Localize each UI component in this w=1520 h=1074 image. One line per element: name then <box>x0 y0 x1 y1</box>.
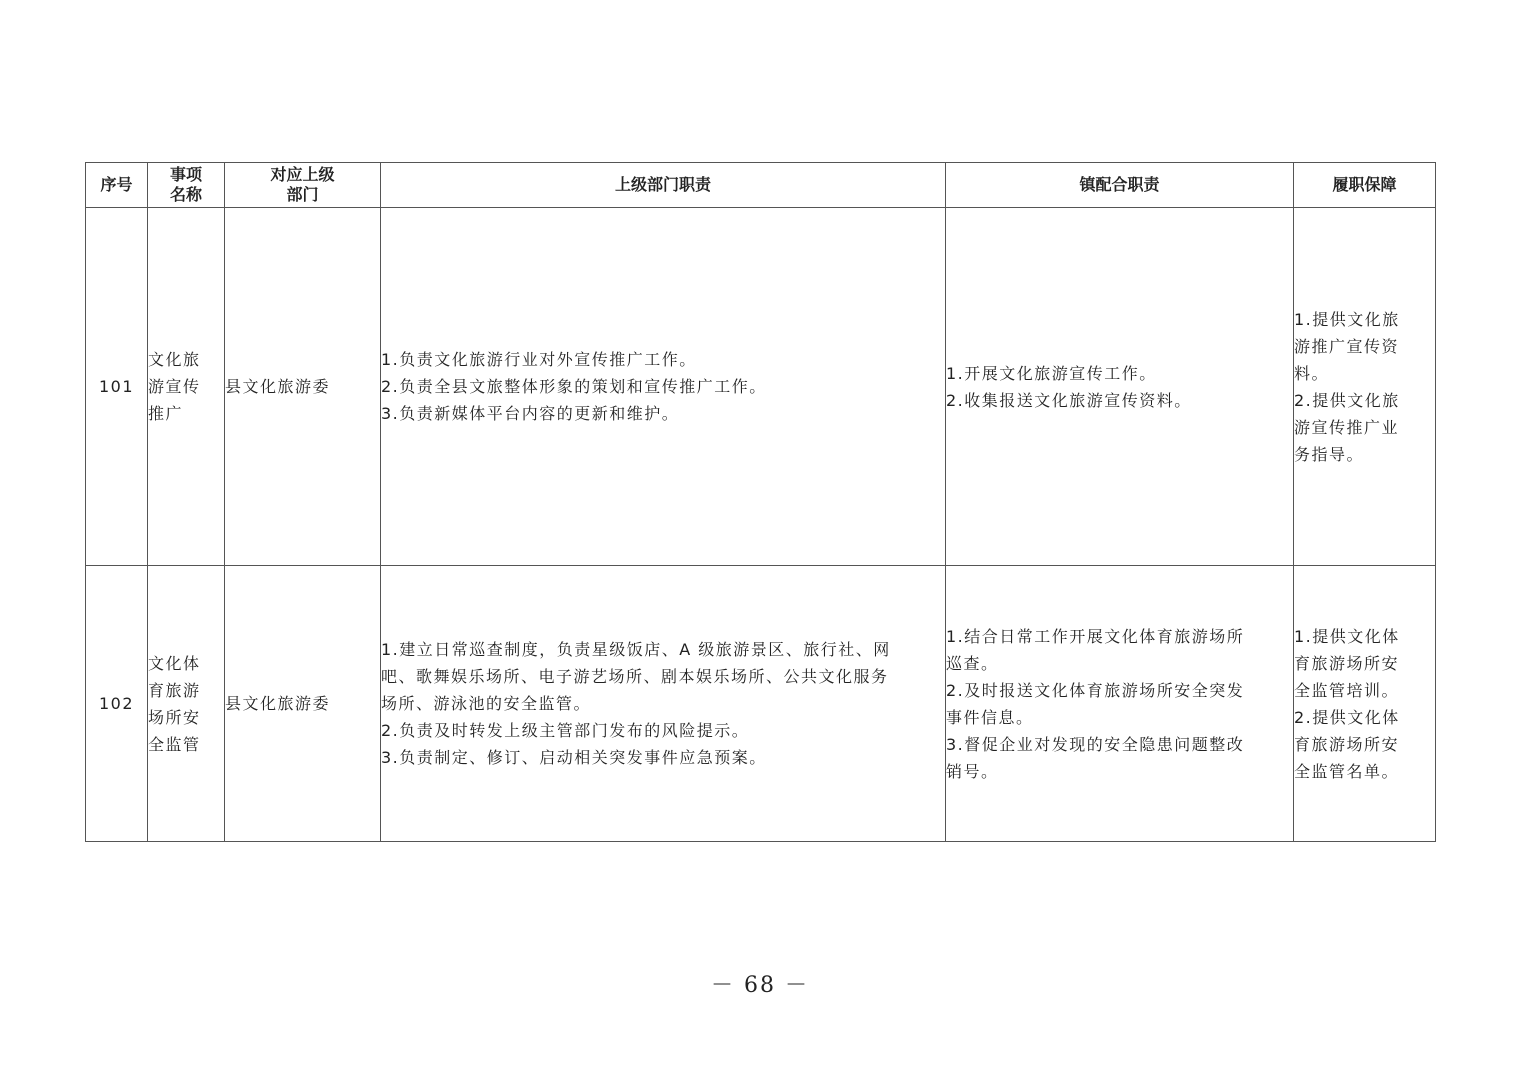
cell-guar-line: 1.提供文化体 <box>1294 626 1400 646</box>
header-dept-line: 部门 <box>286 185 319 204</box>
cell-guar-line: 料。 <box>1294 363 1330 383</box>
cell-dept-line: 县文化旅游委 <box>225 377 331 396</box>
header-item <box>148 163 225 208</box>
cell-guar-line: 游宣传推广业 <box>1294 417 1400 437</box>
cell-guar-line: 育旅游场所安 <box>1294 734 1400 754</box>
cell-town-line: 1.开展文化旅游宣传工作。 <box>946 363 1157 383</box>
cell-num: 101 <box>86 208 148 566</box>
cell-item-line: 文化体 <box>148 653 201 673</box>
header-town: 镇配合职责 <box>946 163 1294 208</box>
cell-guar-line: 1.提供文化旅 <box>1294 309 1400 329</box>
cell-item-line: 文化旅 <box>148 350 201 369</box>
cell-item-line: 全监管 <box>148 734 201 754</box>
duty-table <box>85 162 1436 842</box>
cell-guar-line: 全监管培训。 <box>1294 680 1400 700</box>
cell-item-line: 育旅游 <box>148 680 201 700</box>
table-row <box>86 208 1436 566</box>
cell-dept-line: 县文化旅游委 <box>225 694 331 713</box>
cell-item <box>148 208 225 566</box>
cell-town-line: 销号。 <box>946 761 999 781</box>
cell-town <box>946 208 1294 566</box>
cell-town-line: 2.及时报送文化体育旅游场所安全突发 <box>946 680 1245 700</box>
cell-duty <box>381 208 946 566</box>
cell-town <box>946 566 1294 842</box>
cell-guar-line: 务指导。 <box>1294 444 1365 464</box>
cell-duty-line: 1.负责文化旅游行业对外宣传推广工作。 <box>381 350 697 369</box>
cell-guar <box>1294 566 1436 842</box>
cell-guar-line: 游推广宣传资 <box>1294 336 1400 356</box>
cell-town-line: 巡查。 <box>946 653 999 673</box>
cell-duty-line: 吧、歌舞娱乐场所、电子游艺场所、剧本娱乐场所、公共文化服务 <box>381 667 889 686</box>
header-item-line: 事项 <box>169 165 202 184</box>
cell-dept <box>225 208 381 566</box>
header-dept <box>225 163 381 208</box>
cell-duty-line: 3.负责制定、修订、启动相关突发事件应急预案。 <box>381 748 767 767</box>
cell-town-line: 3.督促企业对发现的安全隐患问题整改 <box>946 734 1245 754</box>
cell-num: 102 <box>86 566 148 842</box>
cell-item <box>148 566 225 842</box>
cell-dept <box>225 566 381 842</box>
cell-guar-line: 2.提供文化旅 <box>1294 390 1400 410</box>
header-guar: 履职保障 <box>1294 163 1436 208</box>
cell-item-line: 推广 <box>148 404 184 423</box>
header-dept-line: 对应上级 <box>270 165 335 184</box>
cell-town-line: 1.结合日常工作开展文化体育旅游场所 <box>946 626 1245 646</box>
table-header-row <box>86 163 1436 208</box>
cell-guar-line: 全监管名单。 <box>1294 761 1400 781</box>
cell-town-line: 事件信息。 <box>946 707 1034 727</box>
cell-duty-line: 场所、游泳池的安全监管。 <box>381 694 592 713</box>
cell-duty-line: 2.负责全县文旅整体形象的策划和宣传推广工作。 <box>381 377 767 396</box>
page-number: － 68 － <box>711 973 809 998</box>
table-row <box>86 566 1436 842</box>
cell-town-line: 2.收集报送文化旅游宣传资料。 <box>946 390 1192 410</box>
cell-duty-line: 1.建立日常巡查制度，负责星级饭店、A 级旅游景区、旅行社、网 <box>381 640 891 659</box>
cell-item-line: 游宣传 <box>148 377 201 396</box>
cell-duty-line: 3.负责新媒体平台内容的更新和维护。 <box>381 404 680 423</box>
cell-guar-line: 育旅游场所安 <box>1294 653 1400 673</box>
header-num: 序号 <box>86 163 148 208</box>
cell-guar <box>1294 208 1436 566</box>
cell-duty <box>381 566 946 842</box>
cell-guar-line: 2.提供文化体 <box>1294 707 1400 727</box>
table-body <box>86 208 1436 842</box>
cell-item-line: 场所安 <box>148 707 201 727</box>
header-item-line: 名称 <box>169 185 202 204</box>
cell-duty-line: 2.负责及时转发上级主管部门发布的风险提示。 <box>381 721 750 740</box>
header-duty: 上级部门职责 <box>381 163 946 208</box>
